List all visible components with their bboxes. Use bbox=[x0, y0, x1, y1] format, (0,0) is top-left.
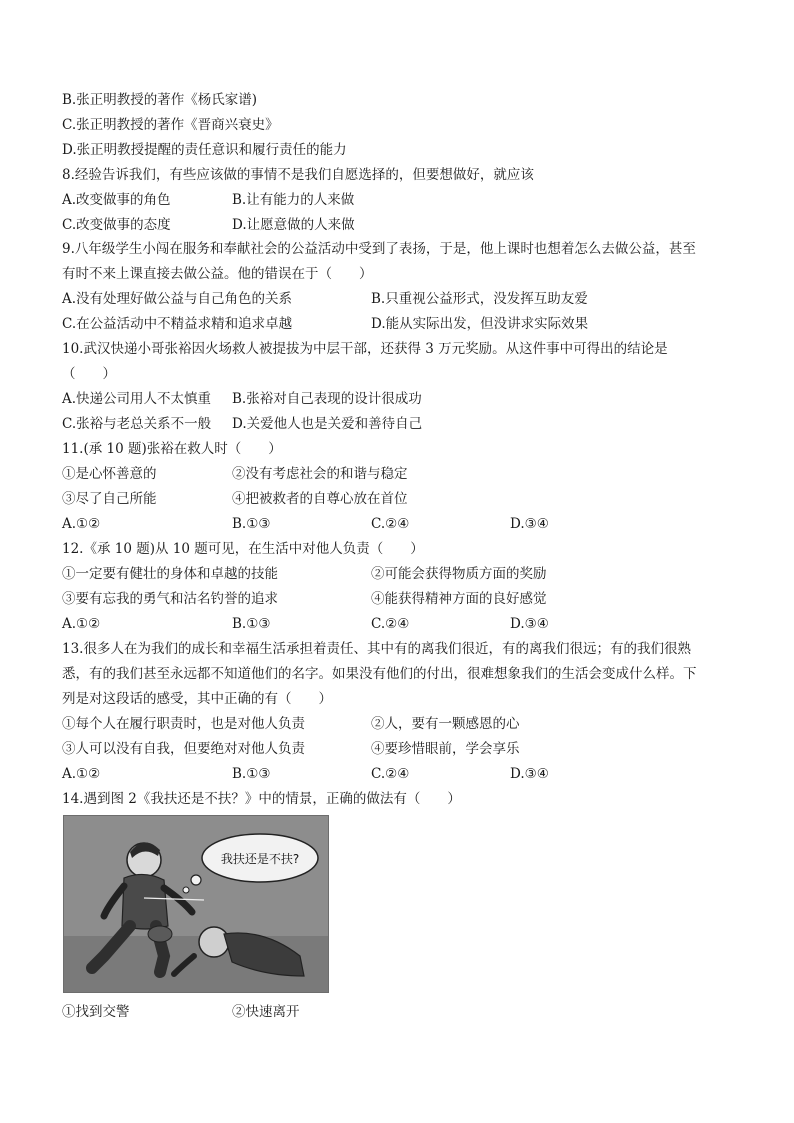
q10-option-c: C.张裕与老总关系不一般 bbox=[62, 416, 212, 432]
cartoon-illustration bbox=[64, 816, 328, 992]
q11-statement-2: ②没有考虑社会的和谐与稳定 bbox=[232, 466, 408, 482]
q8-option-a: A.改变做事的角色 bbox=[62, 192, 171, 208]
question-9-stem-line1: 9.八年级学生小闯在服务和奉献社会的公益活动中受到了表扬，于是，他上课时也想着怎么去做公益，甚至 bbox=[62, 241, 696, 257]
line-b-option: B.张正明教授的著作《杨氏家谱) bbox=[62, 92, 257, 108]
q10-option-a: A.快递公司用人不太慎重 bbox=[62, 391, 212, 407]
q8-option-d: D.让愿意做的人来做 bbox=[232, 217, 355, 233]
q13-option-c: C.②④ bbox=[371, 766, 410, 782]
q12-statement-2: ②可能会获得物质方面的奖励 bbox=[371, 566, 547, 582]
q13-statement-2: ②人，要有一颗感恩的心 bbox=[371, 716, 520, 732]
q10-option-d: D.关爱他人也是关爱和善待自己 bbox=[232, 416, 423, 432]
q11-statement-4: ④把被救者的自尊心放在首位 bbox=[232, 491, 408, 507]
question-14-stem: 14.遇到图 2《我扶还是不扶？》中的情景，正确的做法有（ ） bbox=[62, 791, 461, 807]
question-9-stem-line2: 有时不来上课直接去做公益。他的错误在于（ ） bbox=[62, 266, 373, 282]
q10-option-b: B.张裕对自己表现的设计很成功 bbox=[232, 391, 422, 407]
question-13-stem-line1: 13.很多人在为我们的成长和幸福生活承担着责任、其中有的离我们很近，有的离我们很远；有的我们很熟 bbox=[62, 641, 691, 657]
question-12-stem: 12.《承 10 题)从 10 题可见，在生活中对他人负责（ ） bbox=[62, 541, 424, 557]
q12-option-c: C.②④ bbox=[371, 616, 410, 632]
q8-option-b: B.让有能力的人来做 bbox=[232, 192, 355, 208]
cartoon-figure bbox=[63, 815, 329, 993]
q11-option-b: B.①③ bbox=[232, 516, 271, 532]
q14-statement-2: ②快速离开 bbox=[232, 1004, 300, 1020]
question-11-stem: 11.(承 10 题)张裕在救人时（ ） bbox=[62, 441, 282, 457]
q12-option-b: B.①③ bbox=[232, 616, 271, 632]
q11-statement-1: ①是心怀善意的 bbox=[62, 466, 157, 482]
line-d-option: D.张正明教授提醒的责任意识和履行责任的能力 bbox=[62, 142, 347, 158]
q12-option-d: D.③④ bbox=[510, 616, 549, 632]
q11-option-d: D.③④ bbox=[510, 516, 549, 532]
question-10-stem-line1: 10.武汉快递小哥张裕因火场救人被提拔为中层干部，还获得 3 万元奖励。从这件事中可得出的结论是 bbox=[62, 341, 668, 357]
q12-statement-1: ①一定要有健壮的身体和卓越的技能 bbox=[62, 566, 278, 582]
q11-option-c: C.②④ bbox=[371, 516, 410, 532]
q9-option-b: B.只重视公益形式，没发挥互助友爱 bbox=[371, 291, 588, 307]
q9-option-c: C.在公益活动中不精益求精和追求卓越 bbox=[62, 316, 293, 332]
line-c-option: C.张正明教授的著作《晋商兴衰史》 bbox=[62, 117, 279, 133]
q12-statement-3: ③要有忘我的勇气和沽名钓誉的追求 bbox=[62, 591, 278, 607]
q11-option-a: A.①② bbox=[62, 516, 101, 532]
q11-statement-3: ③尽了自己所能 bbox=[62, 491, 157, 507]
q13-statement-1: ①每个人在履行职责时，也是对他人负责 bbox=[62, 716, 305, 732]
question-13-stem-line2: 悉，有的我们甚至永远都不知道他们的名字。如果没有他们的付出，很难想象我们的生活会变成什么样。下 bbox=[62, 666, 697, 682]
q12-statement-4: ④能获得精神方面的良好感觉 bbox=[371, 591, 547, 607]
q9-option-a: A.没有处理好做公益与自己角色的关系 bbox=[62, 291, 293, 307]
question-13-stem-line3: 列是对这段话的感受，其中正确的有（ ） bbox=[62, 691, 332, 707]
q12-option-a: A.①② bbox=[62, 616, 101, 632]
q8-option-c: C.改变做事的态度 bbox=[62, 217, 171, 233]
q13-option-a: A.①② bbox=[62, 766, 101, 782]
question-10-stem-line2: （ ） bbox=[62, 366, 116, 382]
q13-statement-3: ③人可以没有自我，但要绝对对他人负责 bbox=[62, 741, 305, 757]
q14-statement-1: ①找到交警 bbox=[62, 1004, 130, 1020]
q9-option-d: D.能从实际出发，但没讲求实际效果 bbox=[371, 316, 589, 332]
q13-option-b: B.①③ bbox=[232, 766, 271, 782]
question-8-stem: 8.经验告诉我们，有些应该做的事情不是我们自愿选择的，但要想做好，就应该 bbox=[62, 167, 534, 183]
thought-bubble-text: 我扶还是不扶? bbox=[220, 852, 300, 866]
q13-option-d: D.③④ bbox=[510, 766, 549, 782]
q13-statement-4: ④要珍惜眼前，学会享乐 bbox=[371, 741, 520, 757]
